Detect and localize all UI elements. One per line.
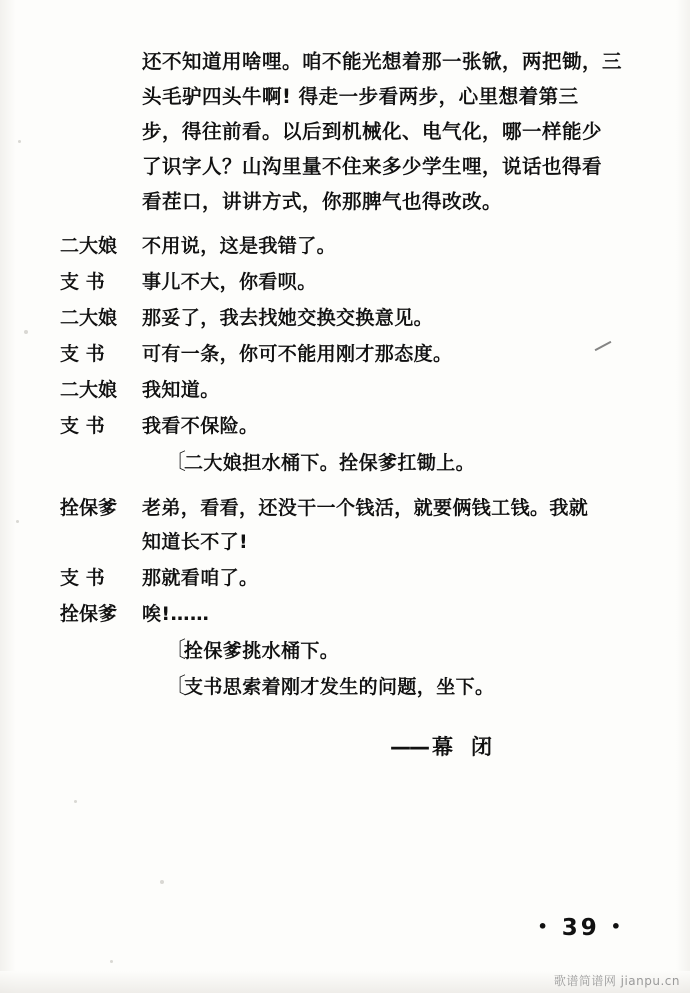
page-number-dot-left: • [537, 917, 551, 936]
scan-speck [160, 880, 164, 884]
page-number-dot-right: • [610, 917, 624, 936]
scan-speck [16, 520, 19, 523]
speech-text: 我知道。 [142, 379, 220, 401]
curtain-close-marker [390, 731, 620, 761]
speech-text: 我看不保险。 [142, 415, 259, 437]
speech-text: 那就看咱了。 [142, 567, 259, 589]
speech-text: 唉!…… [142, 603, 210, 625]
speech-text: 事儿不大，你看呗。 [142, 271, 317, 293]
speaker-name: 二大娘 [60, 307, 118, 329]
speaker-name: 拴保爹 [60, 497, 118, 519]
opening-paragraph [142, 44, 623, 219]
speaker-name: 二大娘 [60, 235, 118, 257]
speech-text [142, 491, 620, 559]
paragraph-line: 还不知道用啥哩。咱不能光想着那一张锨，两把锄，三 [142, 50, 623, 73]
dialog-line [60, 301, 620, 335]
dialog-line [60, 373, 620, 407]
dialog-block-2 [60, 491, 620, 631]
scan-speck [18, 140, 21, 143]
dialog-line [60, 229, 620, 263]
page-body [60, 44, 623, 761]
dialog-line [60, 265, 620, 299]
speaker-name: 支 书 [60, 343, 105, 365]
speech-text: 可有一条，你可不能用刚才那态度。 [142, 343, 453, 365]
paragraph-line: 头毛驴四头牛啊! 得走一步看两步，心里想着第三 [142, 85, 579, 108]
paragraph-line: 了识字人？山沟里量不住来多少学生哩，说话也得看 [142, 155, 603, 178]
curtain-dash: —— [390, 735, 428, 759]
bracket-glyph: 〔 [164, 674, 187, 699]
site-watermark: 歌谱简谱网 jianpu.cn [553, 974, 680, 988]
speaker-name: 二大娘 [60, 379, 118, 401]
scan-speck [110, 960, 113, 963]
speaker-name: 拴保爹 [60, 603, 118, 625]
page-edge-right [676, 0, 690, 993]
dialog-line [60, 597, 620, 631]
bracket-glyph: 〔 [164, 450, 187, 475]
speaker-name: 支 书 [60, 415, 105, 437]
speech-line: 老弟，看看，还没干一个钱活，就要俩钱工钱。我就 [142, 497, 589, 519]
speech-text: 不用说，这是我错了。 [142, 235, 337, 257]
stage-direction [142, 445, 620, 481]
scan-speck [74, 800, 77, 803]
page-edge-left [0, 0, 16, 993]
stage-direction-text: 二大娘担水桶下。拴保爹扛锄上。 [184, 452, 476, 474]
speaker-name: 支 书 [60, 567, 105, 589]
speech-text: 那妥了，我去找她交换交换意见。 [142, 307, 434, 329]
curtain-label-mu: 幕 [432, 735, 455, 759]
speaker-name: 支 书 [60, 271, 105, 293]
stage-direction-text: 支书思索着刚才发生的问题，坐下。 [184, 676, 495, 698]
dialog-line [60, 409, 620, 443]
dialog-block-1 [60, 229, 620, 443]
bracket-glyph: 〔 [164, 638, 187, 663]
dialog-line [60, 337, 620, 371]
stage-direction [142, 669, 620, 705]
paragraph-line: 步，得往前看。以后到机械化、电气化，哪一样能少 [142, 120, 603, 143]
stage-direction-text: 拴保爹挑水桶下。 [184, 640, 340, 662]
dialog-line [60, 491, 620, 559]
speech-line: 知道长不了! [142, 531, 249, 553]
stage-direction [142, 633, 620, 669]
page-number [537, 915, 624, 941]
page-number-value: 39 [561, 915, 600, 941]
scan-speck [24, 330, 28, 334]
paragraph-line: 看茬口，讲讲方式，你那脾气也得改改。 [142, 190, 503, 213]
dialog-line [60, 561, 620, 595]
curtain-label-bi: 闭 [471, 735, 494, 759]
